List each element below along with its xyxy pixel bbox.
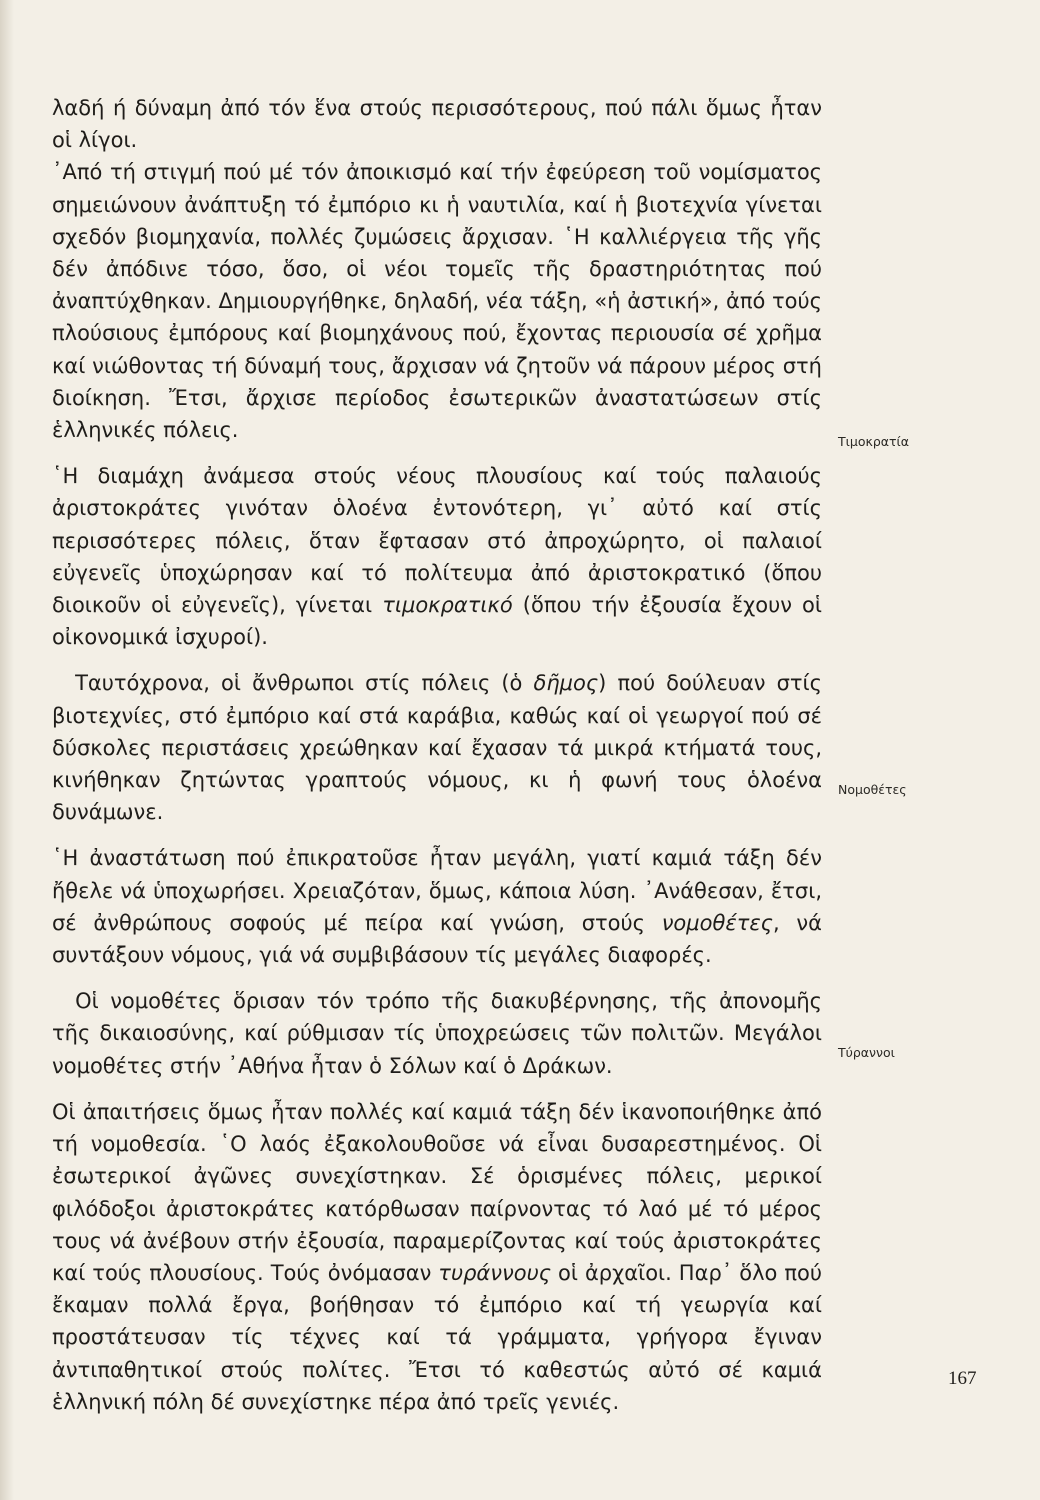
text-run: Ταυτόχρονα, οἱ ἄνθρωποι στίς πόλεις (ὁ bbox=[75, 671, 534, 696]
key-term: τιμοκρατικό bbox=[382, 593, 513, 618]
paragraph-4 bbox=[52, 667, 822, 828]
page-number: 167 bbox=[948, 1368, 977, 1389]
text-run: , νά συντάξουν νόμους, γιά νά συμβιβάσουν τίς μεγάλες διαφορές. bbox=[52, 910, 822, 968]
text-run: ῾Η ἀναστάτωση πού ἐπικρατοῦσε ἦταν μεγάλη, γιατί καμιά τάξη δέν ἤθελε νά ὑποχωρήσει. Χρειαζόταν, ὅμως, κάποια λύση. ᾿Ανάθεσαν, ἔτσι, σέ ἀνθρώπους σοφούς μέ πείρα καί γνώση, στούς bbox=[52, 846, 822, 935]
paragraph-1 bbox=[52, 92, 822, 156]
margin-note-timokratia: Τιμοκρατία bbox=[838, 434, 910, 449]
paragraph-5 bbox=[52, 842, 822, 971]
main-text-column bbox=[52, 92, 822, 1432]
paragraph-2 bbox=[52, 156, 822, 446]
page-gutter-shadow bbox=[0, 0, 14, 1500]
text-run: Οἱ νομοθέτες ὅρισαν τόν τρόπο τῆς διακυβέρνησης, τῆς ἀπονομῆς τῆς δικαιοσύνης, καί ρύθμισαν τίς ὑποχρεώσεις τῶν πολιτῶν. Μεγάλοι νομοθέτες στήν ᾿Αθήνα ἦταν ὁ Σόλων καί ὁ Δράκων. bbox=[52, 989, 822, 1078]
key-term: δῆμος bbox=[533, 671, 599, 696]
text-run: οἱ ἀρχαῖοι. Παρ᾿ ὅλο πού ἔκαμαν πολλά ἔργα, βοήθησαν τό ἐμπόριο καί τή γεωργία καί προστάτευσαν τίς τέχνες καί τά γράμματα, γρήγορα ἔγιναν ἀντιπαθητικοί στούς πολίτες. Ἔτσι τό καθεστώς αὐτό σέ καμιά ἑλληνική πόλη δέ συνεχίστηκε πέρα ἀπό τρεῖς γενιές. bbox=[52, 1260, 822, 1414]
paragraph-7 bbox=[52, 1096, 822, 1418]
paragraph-6 bbox=[52, 985, 822, 1082]
text-run: ῾Η διαμάχη ἀνάμεσα στούς νέους πλουσίους καί τούς παλαιούς ἀριστοκράτες γινόταν ὁλοένα ἐντονότερη, γι᾿ αὐτό καί στίς περισσότερες πόλεις, ὅταν ἔφτασαν στό ἀπροχώρητο, οἱ παλαιοί εὐγενεῖς ὑποχώρησαν καί τό πολίτευμα ἀπό ἀριστοκρατικό (ὅπου διοικοῦν οἱ εὐγενεῖς), γίνεται bbox=[52, 464, 822, 618]
text-run: λαδή ή δύναμη ἀπό τόν ἕνα στούς περισσότερους, πού πάλι ὅμως ἦταν οἱ λίγοι. bbox=[52, 96, 822, 153]
margin-note-tyrannoi: Τύραννοι bbox=[838, 1045, 895, 1060]
key-term: τυράννους bbox=[438, 1260, 552, 1285]
text-run: (ὅπου τήν ἐξουσία ἔχουν οἱ οἰκονομικά ἰσχυροί). bbox=[52, 593, 822, 650]
text-run: ) πού δούλευαν στίς βιοτεχνίες, στό ἐμπόριο καί στά καράβια, καθώς καί οἱ γεωργοί πού σέ δύσκολες περιστάσεις χρεώθηκαν καί ἔχασαν τά μικρά κτήματά τους, κινήθηκαν ζητώντας γραπτούς νόμους, κι ἡ φωνή τους ὁλοένα δυνάμωνε. bbox=[52, 671, 822, 825]
margin-note-nomothetes: Νομοθέτες bbox=[838, 782, 907, 797]
paragraph-3 bbox=[52, 460, 822, 653]
key-term: νομοθέτες bbox=[661, 910, 774, 935]
text-run: ᾿Από τή στιγμή πού μέ τόν ἀποικισμό καί τήν ἐφεύρεση τοῦ νομίσματος σημειώνουν ἀνάπτυξη τό ἐμπόριο κι ἡ ναυτιλία, καί ἡ βιοτεχνία γίνεται σχεδόν βιομηχανία, πολλές ζυμώσεις ἄρχισαν. ῾Η καλλιέργεια τῆς γῆς δέν ἀπόδινε τόσο, ὅσο, οἱ νέοι τομεῖς τῆς δραστηριότητας πού ἀναπτύχθηκαν. Δημιουργήθηκε, δηλαδή, νέα τάξη, «ἡ ἀστική», ἀπό τούς πλούσιους ἐμπόρους καί βιομηχάνους πού, ἔχοντας περιουσία σέ χρῆμα καί νιώθοντας τή δύναμή τους, ἄρχισαν νά ζητοῦν νά πάρουν μέρος στή διοίκηση. Ἔτσι, ἄρχισε περίοδος ἐσωτερικῶν ἀναστατώσεων στίς ἑλληνικές πόλεις. bbox=[52, 160, 822, 443]
text-run: Οἱ ἀπαιτήσεις ὅμως ἦταν πολλές καί καμιά τάξη δέν ἱκανοποιήθηκε ἀπό τή νομοθεσία. ῾Ο λαός ἐξακολουθοῦσε νά εἶναι δυσαρεστημένος. Οἱ ἐσωτερικοί ἀγῶνες συνεχίστηκαν. Σέ ὁρισμένες πόλεις, μερικοί φιλόδοξοι ἀριστοκράτες κατόρθωσαν παίρνοντας τό λαό μέ τό μέρος τους νά ἀνέβουν στήν ἐξουσία, παραμερίζοντας καί τούς ἀριστοκράτες καί τούς πλουσίους. Τούς ὀνόμασαν bbox=[52, 1099, 822, 1285]
